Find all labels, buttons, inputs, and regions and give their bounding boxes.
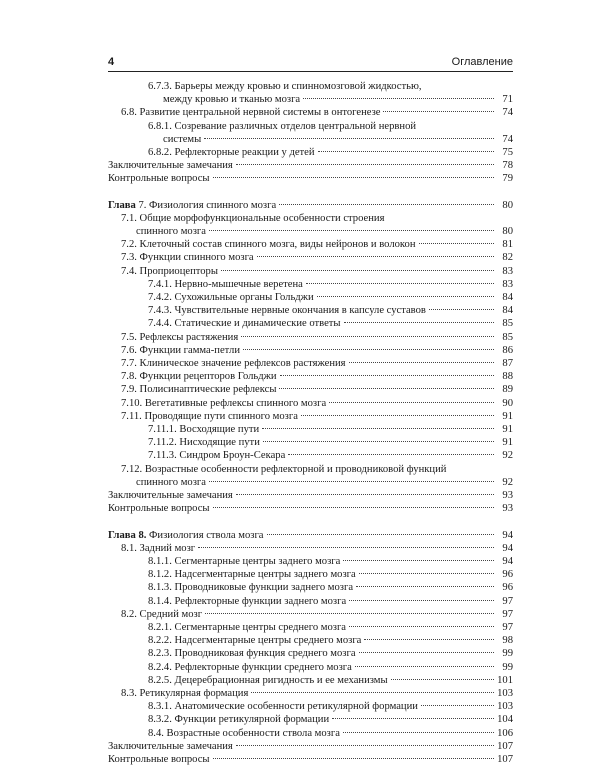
toc-page-number: 107 (497, 740, 513, 752)
toc-page-number: 75 (502, 147, 513, 159)
toc-entry-title: Заключительные замечания (108, 490, 233, 502)
toc-page-number: 98 (502, 635, 513, 647)
dot-leader (262, 428, 494, 429)
toc-entry-title: 7.11.2. Нисходящие пути (148, 437, 260, 449)
dot-leader (198, 547, 494, 548)
toc-page-number: 81 (502, 239, 513, 251)
dot-leader (236, 164, 494, 165)
dot-leader (243, 349, 494, 350)
toc-entry[interactable] (108, 317, 513, 330)
section-gap (108, 516, 513, 529)
toc-page-number: 96 (502, 582, 513, 594)
toc-page-number: 78 (502, 160, 513, 172)
toc-entry[interactable] (108, 120, 513, 146)
toc-page-number: 93 (502, 503, 513, 515)
toc-page-number: 85 (502, 318, 513, 330)
toc-entry[interactable] (108, 291, 513, 304)
toc-page-number: 83 (502, 278, 513, 290)
toc-page-number: 87 (502, 358, 513, 370)
dot-leader (221, 270, 494, 271)
toc-entry-title: 8.2.1. Сегментарные центры среднего мозга (148, 621, 347, 633)
toc-page-number: 101 (497, 674, 513, 686)
toc-page-number: 88 (502, 371, 513, 383)
toc-entry[interactable] (108, 146, 513, 159)
toc-entry-title: системы (163, 133, 202, 145)
toc-entry-title: 8.2.2. Надсегментарные центры среднего мозга (148, 635, 362, 647)
toc-entry[interactable] (108, 344, 513, 357)
toc-entry-title: 7.3. Функции спинного мозга (121, 252, 254, 264)
dot-leader (332, 718, 494, 719)
dot-leader (279, 388, 494, 389)
toc-entry-title: 7.11. Проводящие пути спинного мозга (121, 410, 298, 422)
toc-page-number: 94 (502, 555, 513, 567)
dot-leader (280, 375, 494, 376)
toc-page-number: 82 (502, 252, 513, 264)
toc-entry-title: 8.2.5. Децеребрационная ригидность и ее механизмы (148, 674, 388, 686)
running-header (108, 56, 513, 72)
toc-entry[interactable] (108, 410, 513, 423)
toc-entry[interactable] (108, 568, 513, 581)
toc-page-number: 94 (502, 529, 513, 541)
toc-page-number: 74 (502, 133, 513, 145)
toc-entry[interactable] (108, 159, 513, 172)
toc-page-number: 74 (502, 107, 513, 119)
toc-entry[interactable] (108, 621, 513, 634)
dot-leader (349, 362, 494, 363)
dot-leader (257, 256, 494, 257)
toc-page-number: 91 (502, 437, 513, 449)
toc-entry[interactable] (108, 265, 513, 278)
toc-entry[interactable] (108, 331, 513, 344)
toc-entry-title: 7.4.3. Чувствительные нервные окончания в капсуле суставов (148, 305, 426, 317)
toc-entry-title: 7.12. Возрастные особенности рефлекторной и проводниковой функций (121, 463, 447, 475)
toc-entry[interactable] (108, 740, 513, 753)
dot-leader (318, 151, 494, 152)
toc-entry-title: 7.1. Общие морфофункциональные особенности строения (121, 212, 385, 224)
toc-page-number: 97 (502, 621, 513, 633)
toc-entry[interactable] (108, 304, 513, 317)
toc-page-number: 94 (502, 542, 513, 554)
toc-page-number: 92 (502, 450, 513, 462)
toc-entry[interactable] (108, 727, 513, 740)
dot-leader (391, 679, 494, 680)
toc-entry[interactable] (108, 251, 513, 264)
toc-entry[interactable] (108, 449, 513, 462)
toc-page-number: 80 (502, 226, 513, 238)
toc-page-number: 93 (502, 490, 513, 502)
table-of-contents (108, 80, 513, 766)
toc-page-number: 97 (502, 595, 513, 607)
toc-page-number: 103 (497, 687, 513, 699)
toc-entry-title: 6.7.3. Барьеры между кровью и спинномозговой жидкостью, (148, 81, 422, 92)
dot-leader (349, 626, 494, 627)
section-gap (108, 186, 513, 199)
toc-page-number: 104 (497, 714, 513, 726)
toc-page-number: 85 (502, 331, 513, 343)
dot-leader (213, 758, 494, 759)
dot-leader (205, 613, 494, 614)
toc-entry[interactable] (108, 674, 513, 687)
toc-entry-title: 8.1.3. Проводниковые функции заднего мозга (148, 582, 354, 594)
dot-leader (306, 283, 494, 284)
toc-page-number: 106 (497, 727, 513, 739)
toc-page-number: 99 (502, 648, 513, 660)
toc-entry[interactable] (108, 634, 513, 647)
toc-entry-title: Глава 8. Физиология ствола мозга (108, 529, 264, 541)
toc-entry-title: 8.1.1. Сегментарные центры заднего мозга (148, 555, 341, 567)
toc-page-number: 91 (502, 424, 513, 436)
toc-page-number: 99 (502, 661, 513, 673)
toc-entry[interactable] (108, 278, 513, 291)
toc-entry-title: 8.1. Задний мозг (121, 542, 196, 554)
toc-entry-title: 6.8.1. Созревание различных отделов центральной нервной (148, 120, 417, 132)
toc-entry[interactable] (108, 555, 513, 568)
header-rule (108, 71, 513, 72)
toc-page-number: 97 (502, 608, 513, 620)
toc-entry[interactable] (108, 700, 513, 713)
dot-leader (329, 402, 494, 403)
toc-entry-title: 7.10. Вегетативные рефлексы спинного мозга (121, 397, 327, 409)
dot-leader (343, 732, 494, 733)
toc-entry-title: Заключительные замечания (108, 160, 233, 172)
toc-entry[interactable] (108, 172, 513, 185)
toc-entry-title: между кровью и тканью мозга (163, 94, 301, 106)
dot-leader (359, 573, 494, 574)
toc-entry[interactable] (108, 753, 513, 766)
dot-leader (429, 309, 494, 310)
toc-entry[interactable] (108, 647, 513, 660)
dot-leader (343, 560, 494, 561)
dot-leader (263, 441, 494, 442)
toc-entry[interactable] (108, 80, 513, 106)
toc-entry[interactable] (108, 357, 513, 370)
toc-entry-title: Заключительные замечания (108, 740, 233, 752)
toc-entry-title: 8.2. Средний мозг (121, 608, 203, 620)
toc-entry-title: 8.4. Возрастные особенности ствола мозга (148, 727, 340, 739)
toc-entry-title: 8.3.1. Анатомические особенности ретикулярной формации (148, 701, 418, 713)
toc-entry-title: 7.5. Рефлексы растяжения (121, 331, 239, 343)
dot-leader (209, 481, 494, 482)
toc-entry[interactable] (108, 489, 513, 502)
toc-entry-title: 7.4. Проприоцепторы (121, 265, 218, 277)
toc-entry-title: Контрольные вопросы (108, 503, 210, 515)
toc-entry-title: 7.11.3. Синдром Броун-Секара (148, 450, 286, 462)
toc-entry[interactable] (108, 463, 513, 489)
toc-entry-title: 8.3.2. Функции ретикулярной формации (148, 714, 330, 726)
toc-entry[interactable] (108, 661, 513, 674)
toc-entry-title: 7.11.1. Восходящие пути (148, 424, 260, 436)
dot-leader (349, 600, 494, 601)
toc-entry-title: 7.2. Клеточный состав спинного мозга, виды нейронов и волокон (121, 239, 416, 251)
dot-leader (383, 111, 494, 112)
dot-leader (301, 415, 494, 416)
toc-entry[interactable] (108, 238, 513, 251)
dot-leader (359, 652, 494, 653)
toc-entry-title: Контрольные вопросы (108, 753, 210, 765)
toc-entry-title: 8.2.3. Проводниковая функция среднего мозга (148, 648, 356, 660)
toc-page-number: 91 (502, 410, 513, 422)
toc-entry-title: 6.8. Развитие центральной нервной системы в онтогенезе (121, 107, 381, 119)
toc-entry[interactable] (108, 383, 513, 396)
dot-leader (213, 177, 494, 178)
toc-entry-title: Глава 7. Физиология спинного мозга (108, 199, 277, 211)
toc-entry[interactable] (108, 212, 513, 238)
dot-leader (279, 204, 494, 205)
toc-entry-title: спинного мозга (136, 226, 206, 238)
toc-entry-title: 8.1.2. Надсегментарные центры заднего мозга (148, 569, 356, 581)
toc-entry[interactable] (108, 436, 513, 449)
toc-entry[interactable] (108, 502, 513, 515)
toc-entry-title: 7.6. Функции гамма-петли (121, 344, 240, 356)
toc-entry[interactable] (108, 595, 513, 608)
toc-entry[interactable] (108, 529, 513, 542)
dot-leader (317, 296, 494, 297)
toc-page-number: 84 (502, 305, 513, 317)
dot-leader (288, 454, 494, 455)
toc-page-number: 86 (502, 344, 513, 356)
toc-entry-title: 7.4.1. Нервно-мышечные веретена (148, 278, 303, 290)
dot-leader (267, 534, 494, 535)
toc-entry[interactable] (108, 423, 513, 436)
toc-page-number: 71 (502, 94, 513, 106)
dot-leader (355, 666, 494, 667)
toc-entry[interactable] (108, 608, 513, 621)
chapter-label: Глава 8. (108, 529, 147, 541)
toc-page-number: 103 (497, 701, 513, 713)
dot-leader (236, 494, 494, 495)
dot-leader (236, 745, 494, 746)
toc-page-number: 84 (502, 292, 513, 304)
toc-page-number: 92 (502, 476, 513, 488)
toc-entry-title: 8.1.4. Рефлекторные функции заднего мозга (148, 595, 347, 607)
dot-leader (303, 98, 494, 99)
toc-entry[interactable] (108, 713, 513, 726)
dot-leader (251, 692, 494, 693)
toc-entry[interactable] (108, 581, 513, 594)
toc-entry-title: 7.4.2. Сухожильные органы Гольджи (148, 292, 314, 304)
toc-entry-title: 6.8.2. Рефлекторные реакции у детей (148, 147, 315, 159)
chapter-label: Глава (108, 199, 136, 211)
toc-entry-title: 8.2.4. Рефлекторные функции среднего мозга (148, 661, 352, 673)
toc-page-number: 96 (502, 569, 513, 581)
toc-page-number: 83 (502, 265, 513, 277)
dot-leader (209, 230, 494, 231)
toc-entry[interactable] (108, 199, 513, 212)
toc-entry[interactable] (108, 106, 513, 119)
toc-entry-title: Контрольные вопросы (108, 173, 210, 185)
toc-entry-title: 7.9. Полисинаптические рефлексы (121, 384, 277, 396)
dot-leader (213, 507, 494, 508)
dot-leader (344, 322, 494, 323)
dot-leader (419, 243, 495, 244)
dot-leader (204, 138, 494, 139)
toc-page-number: 79 (502, 173, 513, 185)
toc-entry-title: 7.7. Клиническое значение рефлексов растяжения (121, 358, 346, 370)
toc-entry-title: 7.4.4. Статические и динамические ответы (148, 318, 341, 330)
toc-entry-title: 8.3. Ретикулярная формация (121, 687, 249, 699)
toc-entry[interactable] (108, 370, 513, 383)
toc-page-number: 90 (502, 397, 513, 409)
dot-leader (241, 336, 494, 337)
toc-entry-title: спинного мозга (136, 476, 206, 488)
toc-page-number: 80 (502, 199, 513, 211)
dot-leader (356, 586, 494, 587)
toc-entry[interactable] (108, 687, 513, 700)
toc-page-number: 89 (502, 384, 513, 396)
page-number: 4 (108, 56, 115, 68)
toc-entry[interactable] (108, 542, 513, 555)
dot-leader (364, 639, 494, 640)
toc-entry[interactable] (108, 397, 513, 410)
toc-page-number: 107 (497, 753, 513, 765)
dot-leader (421, 705, 494, 706)
running-title: Оглавление (451, 56, 513, 68)
toc-entry-title: 7.8. Функции рецепторов Гольджи (121, 371, 277, 383)
